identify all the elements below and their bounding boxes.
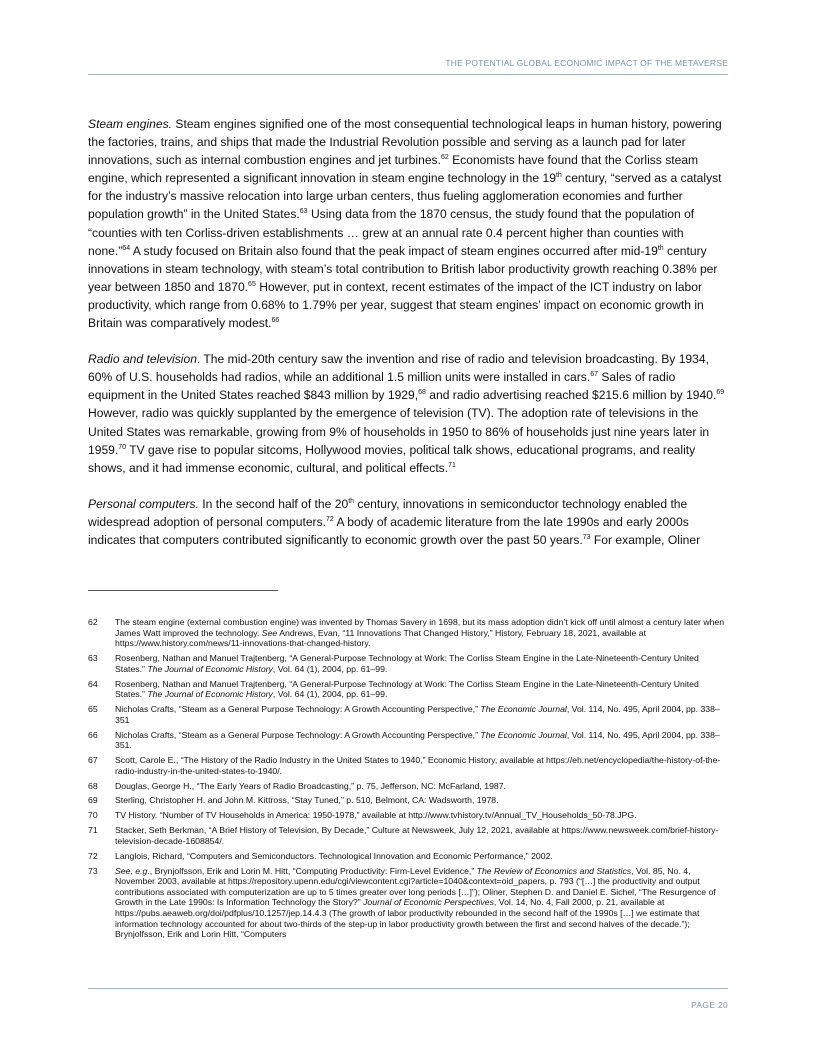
footnote-68 <box>88 781 728 792</box>
footnote-text <box>115 795 728 806</box>
footnote-62 <box>88 617 728 649</box>
body-text <box>88 115 728 549</box>
footnote-text <box>115 704 728 725</box>
footnotes <box>88 617 728 944</box>
italic-text: The Journal of Economic History <box>147 663 273 674</box>
text-run: century innovations in steam technology, with steam’s total contribution to British labor productivity growth reaching 0.38% per year between 1850 and 1870. <box>88 243 718 294</box>
footnote-69 <box>88 795 728 806</box>
footnote-70 <box>88 810 728 821</box>
footnote-number: 65 <box>88 704 98 715</box>
footnote-number: 68 <box>88 780 98 791</box>
footnote-text <box>115 679 728 700</box>
footnote-number: 70 <box>88 810 98 821</box>
footnote-65 <box>88 704 728 725</box>
footnote-ref[interactable]: th <box>657 244 664 252</box>
footnote-ref[interactable]: 71 <box>448 461 456 469</box>
paragraph-lead: Radio and television <box>88 352 197 367</box>
footnote-ref[interactable]: 70 <box>118 443 127 451</box>
paragraph-steam-engines <box>88 115 728 332</box>
text-run: A body of academic literature from the late 1990s and early 2000s indicates that computers contributed significantly to economic growth over the past 50 years. <box>88 514 689 547</box>
footnote-ref[interactable]: 65 <box>248 280 256 288</box>
text-run: The steam engine (external combustion engine) was invented by Thomas Savery in 1698, but its mass adoption didn’t kick off until almost a century later when James Watt improved the technology. <box>115 617 725 638</box>
footnote-number: 63 <box>88 653 98 664</box>
italic-text: The Economic Journal <box>480 729 567 740</box>
italic-text: Journal of Economic Perspectives <box>363 897 494 908</box>
footnote-number: 72 <box>88 850 98 861</box>
text-run: However, put in context, recent estimates of the impact of the ICT industry on labor productivity, which range from 0.68% to 1.79% per year, suggest that steam engines’ impact on economic growth in Britain was comparatively modest. <box>88 279 704 331</box>
footnote-text <box>115 653 728 674</box>
text-run: and radio advertising reached $215.6 million by 1940. <box>425 388 717 403</box>
text-run: Nicholas Crafts, “Steam as a General Purpose Technology: A Growth Accounting Perspective,” <box>115 704 481 715</box>
footnote-text <box>115 810 728 821</box>
footnote-separator <box>88 590 278 591</box>
footnote-number: 62 <box>88 617 98 627</box>
text-run: , Vol. 14, No. 4, Fall 2000, p. 21, available at https://pubs.aeaweb.org/doi/pdfplus/10.1257/jep.14.4.3 (The growth of labor productivity rebounded in the second half of the 1990s […] we estimate that information technology accounted for about two-thirds of the step-up in labor productivity growth between the first and second halves of the decade.”); Brynjolfsson, Erik and Lorin Hitt, “Computers <box>115 897 700 940</box>
paragraph-lead: Steam engines. <box>88 117 173 131</box>
footnote-73 <box>88 866 728 940</box>
text-run: Sales of radio equipment in the United States reached $843 million by 1929, <box>88 370 676 403</box>
text-run: , Vol. 114, No. 495, April 2004, pp. 338–351. <box>115 729 720 751</box>
running-header: THE POTENTIAL GLOBAL ECONOMIC IMPACT OF THE METAVERSE <box>445 58 728 68</box>
page-number: PAGE 20 <box>691 1000 728 1010</box>
text-run: century, innovations in semiconductor technology enabled the widespread adoption of personal computers. <box>88 496 688 529</box>
footnote-71 <box>88 825 728 846</box>
footnote-64 <box>88 679 728 700</box>
footnote-ref[interactable]: th <box>348 497 355 505</box>
footnote-text <box>115 730 728 751</box>
footnote-number: 71 <box>88 825 98 836</box>
footnote-ref[interactable]: 68 <box>418 389 426 397</box>
footnote-67 <box>88 755 728 776</box>
footnote-number: 73 <box>88 865 98 876</box>
footnote-72 <box>88 851 728 862</box>
text-run: Economists have found that the Corliss steam engine, which represented a significant innovation in steam engine technology in the 19 <box>88 153 699 186</box>
text-run: Using data from the 1870 census, the study found that the population of “counties with ten Corliss-driven establishments … grew at an annual rate 0.4 percent higher than counties with none.” <box>88 207 695 258</box>
text-run: However, radio was quickly supplanted by the emergence of television (TV). The adoption rate of televisions in the United States was remarkable, growing from 9% of households in 1950 to 86% of households just nine years later in 1959. <box>88 406 710 457</box>
italic-text: See, e.g. <box>115 865 150 876</box>
footnote-ref[interactable]: 62 <box>440 154 449 162</box>
footnote-ref[interactable]: 64 <box>122 244 131 252</box>
footnote-text <box>115 755 728 776</box>
text-run: TV gave rise to popular sitcoms, Hollywood movies, political talk shows, educational programs, and reality shows, and it had immense economic, cultural, and political effects. <box>88 442 696 475</box>
footnote-ref[interactable]: 69 <box>716 389 725 397</box>
text-run: In the second half of the 20 <box>198 496 349 511</box>
paragraph-lead: Personal computers. <box>88 496 199 511</box>
text-run: Scott, Carole E., “The History of the Radio Industry in the United States to 1940,” Economic History, available at https://eh.net/encyclopedia/the-history-of-the-radio-industry-in-the-united-states-to-1940/. <box>115 755 721 776</box>
paragraph-body <box>88 352 724 475</box>
footnote-text <box>115 825 728 846</box>
italic-text: See <box>261 627 278 638</box>
text-run: , Vol. 64 (1), 2004, pp. 61–99. <box>272 663 388 674</box>
footnote-66 <box>88 730 728 751</box>
footnote-ref[interactable]: 66 <box>271 317 280 324</box>
footnote-63 <box>88 653 728 674</box>
paragraph-radio-television <box>88 350 728 477</box>
text-run: , Vol. 64 (1), 2004, pp. 61–99. <box>272 689 388 700</box>
text-run: Douglas, George H., “The Early Years of Radio Broadcasting,” p. 75, Jefferson, NC: McFarland, 1987. <box>115 780 506 791</box>
footnote-number: 66 <box>88 729 98 740</box>
paragraph-body <box>88 117 722 330</box>
header-divider <box>88 74 728 75</box>
text-run: , Vol. 85, No. 4, November 2003, available at https://repository.upenn.edu/cgi/viewcontent.cgi?article=1040&context=oid_papers, p. 793 (“[…] the productivity and output contributions associated with computerization are up to 5 times greater over long periods […]”); Oliner, Stephen D. and Daniel E. Sichel, “The Resurgence of Growth in the Late 1990s: Is Information Technology the Story?” <box>115 865 716 908</box>
text-run: Steam engines signified one of the most consequential technological leaps in human history, powering the factories, trains, and ships that made the Industrial Revolution possible and serving as a launch pad for later innovations, such as internal combustion engines and jet turbines. <box>88 117 722 168</box>
footnote-text <box>115 866 728 940</box>
text-run: For example, Oliner <box>590 532 701 547</box>
italic-text: The Economic Journal <box>480 704 567 715</box>
text-run: TV History. “Number of TV Households in America: 1950-1978,” available at http://www.tvhistory.tv/Annual_TV_Households_50-78.JPG. <box>115 810 637 821</box>
text-run: Rosenberg, Nathan and Manuel Trajtenberg, “A General-Purpose Technology at Work: The Corliss Steam Engine in the Late-Nineteenth-Century United States.” <box>115 653 699 674</box>
footnote-ref[interactable]: 63 <box>299 208 308 216</box>
text-run: century, “served as a catalyst for the industry’s massive relocation into large urban centers, thus fueling agglomeration economies and further population growth” in the United States. <box>88 171 722 222</box>
footnote-text <box>115 781 728 792</box>
footnote-ref[interactable]: 73 <box>582 533 591 541</box>
footnote-number: 69 <box>88 795 98 806</box>
italic-text: The Journal of Economic History <box>147 689 273 700</box>
footnote-number: 67 <box>88 755 98 766</box>
footnote-ref[interactable]: 72 <box>326 515 334 523</box>
text-run: A study focused on Britain also found that the peak impact of steam engines occurred after mid-19 <box>130 243 658 258</box>
paragraph-personal-computers <box>88 495 728 549</box>
text-run: . The mid-20th century saw the invention and rise of radio and television broadcasting. By 1934, 60% of U.S. households had radios, while an additional 1.5 million units were installed in cars. <box>88 352 709 385</box>
footnote-ref[interactable]: 67 <box>590 371 598 379</box>
footnote-number: 64 <box>88 678 98 689</box>
footnote-text <box>115 851 728 862</box>
italic-text: The Review of Economics and Statistics <box>476 865 632 876</box>
text-run: , Brynjolfsson, Erik and Lorin M. Hitt, “Computing Productivity: Firm-Level Evidence,” <box>149 865 477 876</box>
footnote-ref[interactable]: th <box>555 172 562 180</box>
footnote-text <box>115 617 728 649</box>
text-run: , Vol. 114, No. 495, April 2004, pp. 338–351 <box>115 704 720 725</box>
text-run: Stacker, Seth Berkman, “A Brief History of Television, By Decade,” Culture at Newsweek, July 12, 2021, available at https://www.newsweek.com/brief-history-television-decade-1608854/. <box>115 825 719 846</box>
text-run: Sterling, Christopher H. and John M. Kittross, “Stay Tuned,” p. 510, Belmont, CA: Wadsworth, 1978. <box>115 795 499 806</box>
footer-divider <box>88 988 728 989</box>
text-run: Nicholas Crafts, “Steam as a General Purpose Technology: A Growth Accounting Perspective,” <box>115 729 481 740</box>
text-run: Rosenberg, Nathan and Manuel Trajtenberg, “A General-Purpose Technology at Work: The Corliss Steam Engine in the Late-Nineteenth-Century United States.” <box>115 678 699 700</box>
text-run: Andrews, Evan, “11 Innovations That Changed History,” History, February 18, 2021, available at https://www.history.com/news/11-innovations-that-changed-history. <box>115 627 647 649</box>
text-run: Langlois, Richard, “Computers and Semiconductors. Technological Innovation and Economic Performance,” 2002. <box>115 850 553 861</box>
